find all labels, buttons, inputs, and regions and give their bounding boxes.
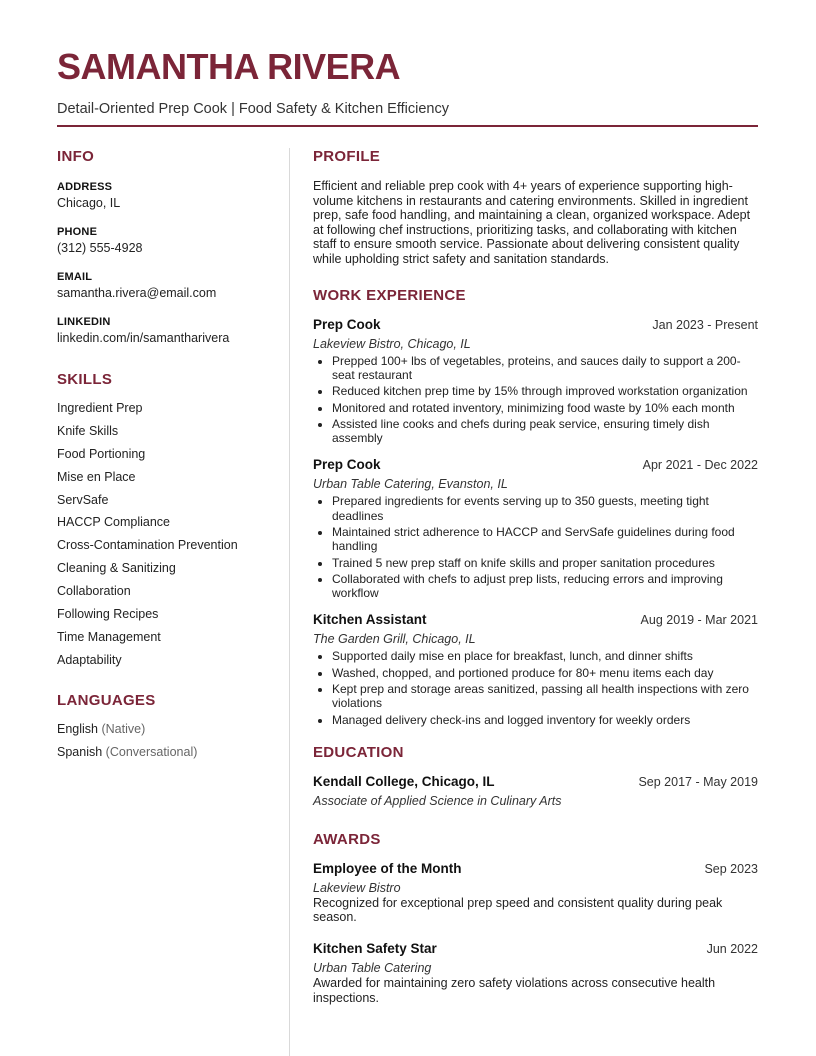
job-entry [313, 317, 758, 446]
info-label: LINKEDIN [57, 316, 111, 328]
award-description: Awarded for maintaining zero safety violations across consecutive health inspections. [313, 976, 716, 1005]
award-title: Employee of the Month [313, 860, 462, 876]
education-entry [313, 774, 758, 809]
language-level: (Conversational) [105, 744, 198, 759]
info-label: EMAIL [57, 271, 93, 283]
job-dates: Jan 2023 - Present [652, 317, 758, 332]
job-bullet: • Prepared ingredients for events serving up to 350 guests, meeting tight deadlines [332, 494, 758, 522]
award-org: Lakeview Bistro [313, 880, 401, 895]
column-divider [289, 148, 290, 1056]
job-bullet: • Kept prep and storage areas sanitized, passing all health inspections with zero violations [332, 682, 758, 710]
language-item [57, 744, 272, 767]
profile-section-title: PROFILE [313, 148, 381, 165]
skill-item: Cleaning & Sanitizing [57, 561, 176, 576]
job-bullet: • Assisted line cooks and chefs during peak service, ensuring timely dish assembly [332, 417, 758, 445]
languages-list [57, 721, 272, 767]
job-title: Prep Cook [313, 316, 381, 332]
job-bullet: • Collaborated with chefs to adjust prep lists, reducing errors and improving workflow [332, 572, 758, 600]
awards-section-title: AWARDS [313, 830, 381, 848]
info-section-title: INFO [57, 148, 95, 165]
language-name: English [57, 721, 98, 736]
skill-item: Mise en Place [57, 469, 136, 484]
skills-section-title: SKILLS [57, 371, 113, 388]
left-column [57, 148, 272, 767]
work-section-title: WORK EXPERIENCE [313, 286, 466, 304]
info-address [57, 180, 272, 211]
award-description: Recognized for exceptional prep speed and consistent quality during peak season. [313, 895, 723, 925]
education-school: Kendall College, Chicago, IL [313, 773, 495, 789]
award-entry [313, 861, 758, 924]
info-value: linkedin.com/in/samantharivera [57, 331, 230, 345]
job-bullet: • Reduced kitchen prep time by 15% through improved workstation organization [332, 384, 758, 398]
job-company: Urban Table Catering, Evanston, IL [313, 477, 508, 492]
header-divider [57, 125, 758, 127]
skill-item: Food Portioning [57, 446, 146, 461]
candidate-tagline: Detail-Oriented Prep Cook | Food Safety & Kitchen Efficiency [57, 101, 449, 117]
skill-item: Cross-Contamination Prevention [57, 538, 238, 553]
job-company: Lakeview Bistro, Chicago, IL [313, 336, 471, 351]
info-label: PHONE [57, 226, 98, 238]
job-dates: Apr 2021 - Dec 2022 [642, 458, 758, 473]
job-bullet: • Managed delivery check-ins and logged inventory for weekly orders [332, 713, 758, 727]
job-entry [313, 612, 758, 727]
skill-item: HACCP Compliance [57, 515, 171, 530]
job-dates: Aug 2019 - Mar 2021 [640, 613, 758, 628]
award-date: Sep 2023 [704, 861, 758, 876]
skills-list [57, 400, 272, 675]
language-item [57, 721, 272, 744]
job-bullet: • Washed, chopped, and portioned produce for 80+ menu items each day [332, 666, 758, 680]
info-value: samantha.rivera@email.com [57, 286, 217, 300]
job-bullet: • Prepped 100+ lbs of vegetables, proteins, and sauces daily to support a 200-seat restaurant [332, 354, 758, 382]
job-bullets [313, 494, 758, 600]
candidate-name: SAMANTHA RIVERA [57, 46, 401, 87]
languages-section-title: LANGUAGES [57, 691, 156, 709]
award-date: Jun 2022 [706, 942, 758, 957]
job-entry [313, 457, 758, 600]
language-name: Spanish [57, 744, 103, 759]
job-bullet: • Trained 5 new prep staff on knife skills and proper sanitation procedures [332, 556, 758, 570]
award-org: Urban Table Catering [313, 961, 432, 976]
award-title: Kitchen Safety Star [313, 941, 437, 957]
skill-item: Knife Skills [57, 423, 119, 438]
job-title: Prep Cook [313, 457, 381, 473]
info-value: (312) 555-4928 [57, 241, 143, 255]
info-label: ADDRESS [57, 181, 113, 193]
job-bullet: • Supported daily mise en place for breakfast, lunch, and dinner shifts [332, 649, 758, 663]
job-bullets [313, 354, 758, 446]
right-column [313, 148, 758, 1005]
info-email [57, 270, 272, 301]
award-entry [313, 941, 758, 1004]
info-phone [57, 225, 272, 256]
education-dates: Sep 2017 - May 2019 [638, 774, 758, 789]
resume-header [57, 47, 758, 118]
language-level: (Native) [101, 721, 146, 736]
job-bullet: • Maintained strict adherence to HACCP and ServSafe guidelines during food handling [332, 525, 758, 553]
skill-item: Collaboration [57, 584, 131, 599]
job-company: The Garden Grill, Chicago, IL [313, 632, 476, 647]
info-value: Chicago, IL [57, 196, 121, 210]
job-title: Kitchen Assistant [313, 612, 427, 628]
job-bullets [313, 649, 758, 727]
education-section-title: EDUCATION [313, 743, 404, 761]
skill-item: Ingredient Prep [57, 401, 143, 415]
job-bullet: • Monitored and rotated inventory, minimizing food waste by 10% each month [332, 401, 758, 415]
skill-item: Adaptability [57, 652, 122, 667]
education-degree: Associate of Applied Science in Culinary Arts [313, 793, 562, 808]
skill-item: Time Management [57, 629, 161, 644]
profile-summary: Efficient and reliable prep cook with 4+ years of experience supporting high-volume kitchens in restaurants and catering environments. Skilled in ingredient prep, safe food handling, and maintaining a clean, organized workspace. Adept at following chef instructions, prioritizing tasks, and collaborating with kitchen staff to ensure smooth service. Passionate about delivering consistent quality while upholding strict safety and sanitation standards. [313, 179, 751, 266]
skill-item: ServSafe [57, 492, 109, 507]
info-linkedin [57, 315, 272, 346]
skill-item: Following Recipes [57, 607, 159, 622]
